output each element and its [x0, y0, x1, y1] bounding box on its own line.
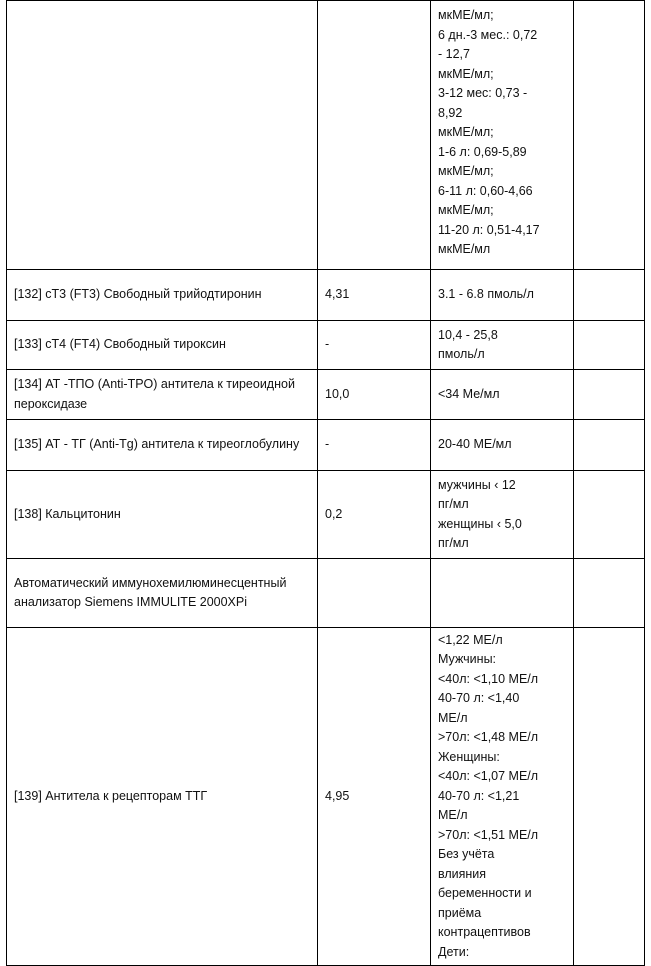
reference-line: 6 дн.-3 мес.: 0,72: [438, 27, 538, 42]
reference-line: 10,4 - 25,8: [438, 327, 498, 342]
result-value-cell: [318, 1, 431, 270]
reference-line: 20-40 МЕ/мл: [438, 437, 512, 452]
reference-range-cell: [431, 270, 574, 321]
reference-range-cell: [431, 370, 574, 420]
result-value-cell: [318, 559, 431, 628]
reference-line: МЕ/л: [438, 808, 468, 823]
reference-line: беременности и: [438, 886, 532, 901]
reference-line: мкМЕ/мл: [438, 242, 491, 257]
reference-line: мкМЕ/мл;: [438, 8, 494, 23]
reference-line: Мужчины:: [438, 652, 497, 667]
table-row: [7, 559, 645, 628]
reference-line: пмоль/л: [438, 347, 485, 361]
reference-line: пг/мл: [438, 536, 469, 550]
reference-line: >70л: <1,51 МЕ/л: [438, 827, 539, 842]
reference-line: 3.1 - 6.8 пмоль/л: [438, 287, 534, 302]
reference-line: МЕ/л: [438, 710, 468, 725]
reference-range-cell: [431, 628, 574, 966]
table-row: [7, 628, 645, 966]
reference-line: Дети:: [438, 944, 470, 959]
test-name-cell: [138] Кальцитонин: [7, 471, 318, 559]
reference-line: >70л: <1,48 МЕ/л: [438, 730, 539, 745]
reference-line: 11-20 л: 0,51-4,17: [438, 222, 540, 237]
test-name-cell: [134] АТ -ТПО (Anti-TPO) антитела к тиреоидной пероксидазе: [7, 370, 318, 420]
lab-results-table: [6, 0, 645, 966]
reference-line: мкМЕ/мл;: [438, 203, 494, 218]
reference-range-cell: [431, 559, 574, 628]
result-value-cell: -: [318, 420, 431, 471]
empty-cell: [574, 420, 645, 471]
reference-line: Без учёта: [438, 847, 495, 862]
table-row: [7, 270, 645, 321]
test-name-cell: [132] сТ3 (FT3) Свободный трийодтиронин: [7, 270, 318, 321]
reference-line: 1-6 л: 0,69-5,89: [438, 144, 527, 159]
result-value-cell: 0,2: [318, 471, 431, 559]
reference-line: контрацептивов: [438, 925, 531, 940]
empty-cell: [574, 321, 645, 370]
reference-line: мкМЕ/мл;: [438, 66, 494, 81]
reference-line: 3-12 мес: 0,73 -: [438, 86, 528, 101]
analyzer-section-title: Автоматический иммунохемилюминесцентный анализатор Siemens IMMULITE 2000XPi: [7, 559, 318, 628]
empty-cell: [574, 628, 645, 966]
reference-line: пг/мл: [438, 497, 469, 511]
result-value-cell: 4,31: [318, 270, 431, 321]
reference-line: <1,22 МЕ/л: [438, 632, 503, 647]
reference-line: мкМЕ/мл;: [438, 125, 494, 140]
reference-range-cell: [431, 1, 574, 270]
table-row: [7, 321, 645, 370]
empty-cell: [574, 270, 645, 321]
result-value-cell: 10,0: [318, 370, 431, 420]
reference-range-cell: [431, 321, 574, 370]
table-row: [7, 1, 645, 270]
table-row: [7, 471, 645, 559]
table-row: [7, 420, 645, 471]
reference-line: 40-70 л: <1,40: [438, 691, 520, 706]
reference-line: влияния: [438, 866, 487, 881]
table-row: [7, 370, 645, 420]
result-value-cell: 4,95: [318, 628, 431, 966]
reference-line: мужчины ‹ 12: [438, 477, 516, 492]
reference-line: 6-11 л: 0,60-4,66: [438, 183, 533, 198]
test-name-cell: [7, 1, 318, 270]
reference-line: женщины ‹ 5,0: [438, 516, 522, 531]
reference-range-cell: [431, 471, 574, 559]
empty-cell: [574, 370, 645, 420]
reference-range-cell: [431, 420, 574, 471]
reference-line: приёма: [438, 905, 482, 920]
empty-cell: [574, 471, 645, 559]
reference-line: <40л: <1,10 МЕ/л: [438, 671, 539, 686]
result-value-cell: -: [318, 321, 431, 370]
reference-line: Женщины:: [438, 749, 500, 764]
test-name-cell: [133] сТ4 (FT4) Свободный тироксин: [7, 321, 318, 370]
reference-line: <34 Ме/мл: [438, 386, 500, 401]
empty-cell: [574, 559, 645, 628]
reference-line: мкМЕ/мл;: [438, 164, 494, 179]
test-name-cell: [139] Антитела к рецепторам ТТГ: [7, 628, 318, 966]
test-name-cell: [135] АТ - ТГ (Anti-Tg) антитела к тиреоглобулину: [7, 420, 318, 471]
reference-line: - 12,7: [438, 47, 470, 62]
reference-line: 8,92: [438, 105, 463, 120]
empty-cell: [574, 1, 645, 270]
reference-line: <40л: <1,07 МЕ/л: [438, 769, 539, 784]
reference-line: 40-70 л: <1,21: [438, 788, 520, 803]
